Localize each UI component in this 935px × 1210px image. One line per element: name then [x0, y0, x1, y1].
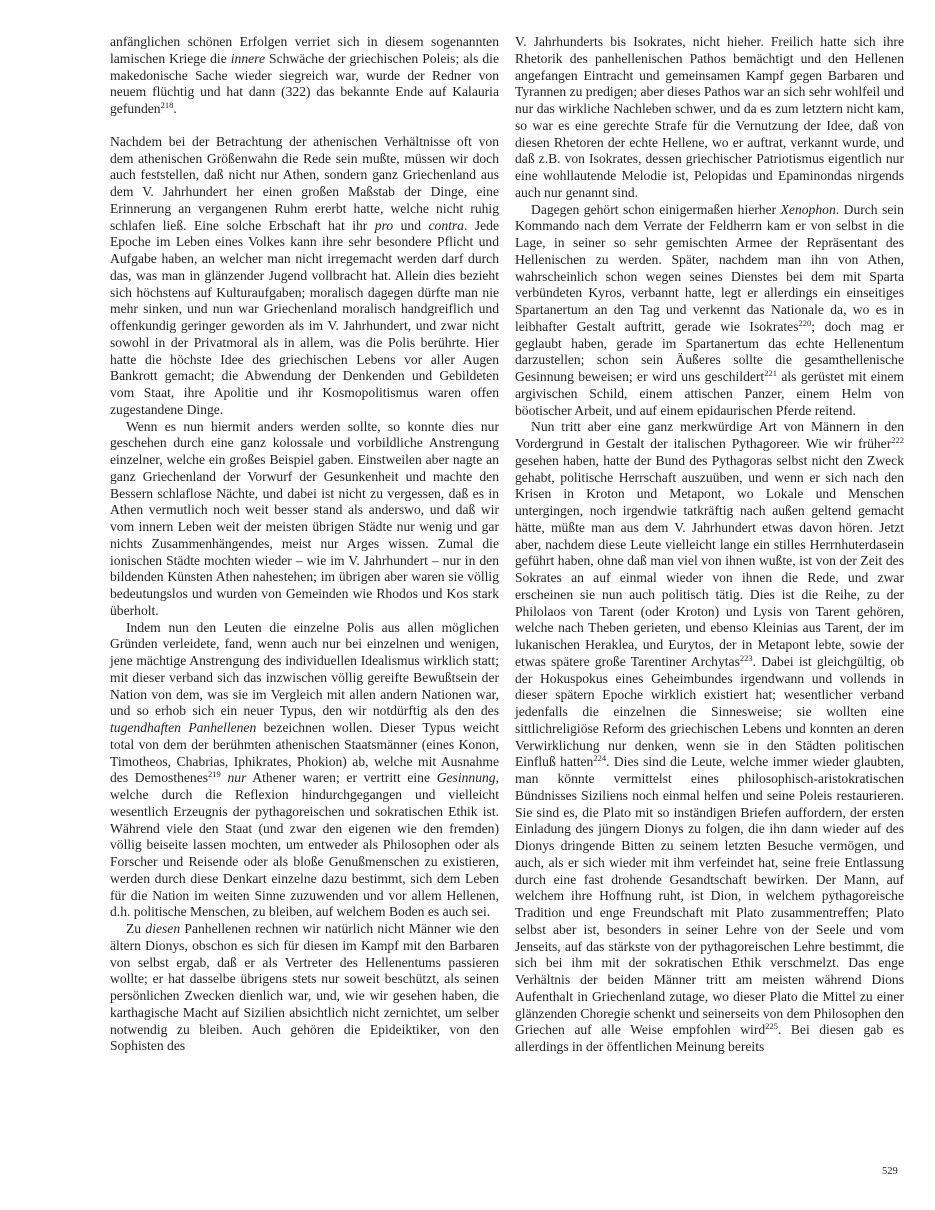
left-column [110, 34, 499, 1055]
footnote-ref: 221 [764, 368, 777, 378]
footnote-ref: 223 [739, 652, 753, 663]
paragraph: anfänglichen schönen Erfolgen verriet sich in diesem sogenannten lamischen Kriege die innere Schwäche der griechischen Poleis; als die makedonische Sache wieder siegreich war, wurde der Redner von neuem flüchtig und hat dann (322) das bekannte Ende auf Kalauria gefunden$^{218}$. [110, 34, 499, 116]
footnote-ref: 225 [765, 1021, 778, 1032]
paragraph: Wenn es nun hiermit anders werden sollte, so konnte dies nur geschehen durch eine ganz kolossale und vorbildliche Anstrengung einzelner, welche ein großes Beispiel gaben. Einstweilen aber nagte an ganz Griechenland der Vorwurf der Gesunkenheit und machte den Bessern schlaflose Nächte, und dabei ist nicht zu vergessen, daß es in Athen vermutlich noch weit besser stand als anderswo, und daß wir vom innern Leben weit der meisten übrigen Städte nur wenig und gar nichts Zusammenhängendes, meist nur Arges wissen. Zumal die ionischen Städte mochten wieder – wie im V. Jahrhundert – nur in den bildenden Künsten Athen nahestehen; im übrigen aber waren sie völlig bedeutungslos und wurden von Gemeinden wie Rhodos und Kos stark überholt. [110, 418, 499, 618]
footnote-ref: 222 [891, 435, 904, 445]
paragraph: Zu diesen Panhellenen rechnen wir natürlich nicht Männer wie den ältern Dionys, obschon es sich für diesen im Kampf mit den Barbaren von selbst ergab, daß er als Vertreter des Hellenentums passieren wollte; er hat dasselbe übrigens stets nur soweit beschützt, als seinen persönlichen Zwecken dienlich war, und, wie wir gesehen haben, die karthagische Macht auf Sizilien absichtlich nicht zernichtet, um selber notwendig zu bleiben. Auch gehören die Epideiktiker, von den Sophisten des [110, 921, 499, 1054]
paragraph: V. Jahrhunderts bis Isokrates, nicht hieher. Freilich hatte sich ihre Rhetorik des panhellenischen Pathos bemächtigt und den Hellenen angefangen Eintracht und gemeinsamen Kampf gegen Barbaren und Tyrannen zu predigen; aber dieses Pathos war an sich sehr wohlfeil und nur das wirkliche Nachleben schwer, und da es zum letztern nicht kam, so war es eine gerechte Strafe für die Vernutzung der Idee, daß von diesen Rhetoren der echte Hellene, wo er auftrat, verkannt wurde, und daß z.B. von Isokrates, dessen griechischer Patriotismus eigentlich nur eine wohllautende Melodie ist, Pelopidas und Epaminondas nirgends auch nur genannt sind. [515, 34, 904, 200]
right-column [515, 34, 904, 1056]
footnote-ref: 218 [160, 100, 174, 110]
paragraph: Indem nun den Leuten die einzelne Polis aus allen möglichen Gründen verleidete, fand, wenn auch nur bei einzelnen und wenigen, jene mächtige Anstrengung des individuellen Idealismus wirklich statt; mit dieser verband sich das inzwischen völlig gereifte Bewußtsein der Nation von dem, was sie im Vergleich mit allen andern Nationen war, und so erhob sich ein neuer Typus, den wir notdürftig als den des tugendhaften Panhellenen bezeichnen wollen. Dieser Typus weicht total von dem der berühmten athenischen Staatsmänner (eines Konon, Timotheos, Chabrias, Iphikrates, Phokion) ab, welche mit Ausnahme des Demosthenes$^{219}$ nur Athener waren; er vertritt eine Gesinnung, welche durch die Reflexion hindurchgegangen und vielleicht wesentlich Erzeugnis der pythagoreischen und sokratischen Ethik ist. Während viele den Staat (und zwar den eigenen wie den fremden) völlig beiseite lassen mochten, um entweder als Philosophen oder als Forscher und Reisende oder als bloße Genußmenschen zu existieren, werden durch diese Denkart einzelne dazu bestimmt, sich dem Leben für die Nation im weiten Sinne zuzuwenden und vor allem Hellenen, d.h. politische Menschen, zu bleiben, auf welchem Boden es auch sei. [110, 619, 499, 920]
footnote-ref: 219 [208, 769, 221, 780]
paragraph: Nun tritt aber eine ganz merkwürdige Art von Männern in den Vordergrund in Gestalt der italischen Pythagoreer. Wie wir früher$^{222}$ gesehen haben, hatte der Bund des Pythagoras selbst nicht den Zweck gehabt, politische Herrschaft auszuüben, und wenn er sich nach den Krisen in Kroton und Metapont, wo Lokale und Menschen untergingen, noch irgendwie tatkräftig nach außen geltend gemacht hätte, müßte man aus dem V. Jahrhundert etwas davon hören. Jetzt aber, nachdem diese Leute vielleicht lange ein stilles Herrnhuterdasein geführt haben, ohne daß man viel von ihnen wußte, ist von der Zeit des Sokrates an auf einmal wieder von ihnen die Rede, und zwar erscheinen sie nun auch politisch tätig. Dies ist die Reihe, zu der Philolaos von Tarent (oder Kroton) und Lysis von Tarent gehören, welche nach Theben gerieten, und ebenso Kleinias aus Tarent, der im lukanischen Heraklea, und Eurytos, der in Metapont lebte, sowie der etwas spätere große Tarentiner Archytas$^{223}$. Dabei ist gleichgültig, ob der Hokuspokus eines Geheimbundes irgendwann und vollends in dieser spätern Epoche wirklich existiert hat; wesentlicher verband jedenfalls die einzelnen die Sinnesweise; sie wollten eine sittlichreligiöse Reform des griechischen Lebens und konnten an deren Verwirklichung nur denken, wenn sie in den Städten politischen Einfluß hatten$^{224}$. Dies sind die Leute, welche immer wieder glaubten, man könnte vermittelst eines philosophisch-aristokratischen Bündnisses Siziliens noch einmal helfen und seine Poleis restaurieren. Sie sind es, die Plato mit so inständigen Briefen auffordern, der ersten Einladung des jüngern Dionys zu folgen, die ihn dann wieder auf des Dionys dringende Bitten zu seinem letzten Besuche vermögen, und auch, als er sich wieder mit ihm verfeindet hat, seine freie Entlassung durch eine fast drohende Gesandtschaft bewirken. Der Mann, auf welchem ihre Hoffnung ruht, ist Dion, in welchem pythagoreische Tradition und enge Freundschaft mit Plato zusammentreffen; Plato selbst aber ist, besonders in seiner Lehre von der Seele und vom Jenseits, auf das stärkste von der pythagoreischen Lehre bestimmt, die sich bei ihm mit der sokratischen Ethik verschmelzt. Das enge Verhältnis der beiden Männer tritt am meisten während Dions Aufenthalt in Griechenland zutage, wo dieser Plato die Mittel zu einer glänzenden Choregie schenkt und seinerseits von dem Philosophen den Griechen auf alle Weise empfohlen wird$^{225}$. Bei diesen gab es allerdings in der öffentlichen Meinung bereits [515, 419, 904, 1054]
footnote-ref: 224 [593, 753, 607, 764]
paragraph: Nachdem bei der Betrachtung der athenischen Verhältnisse oft von dem athenischen Größenwahn die Rede sein mußte, müssen wir doch auch feststellen, daß nicht nur Athen, sondern ganz Griechenland aus dem V. Jahrhundert her einen großen Maßstab der Dinge, eine Erinnerung an vergangenen Ruhm ererbt hatte, welche nicht ruhig schlafen ließ. Eine solche Erbschaft hat ihr pro und contra. Jede Epoche im Leben eines Volkes kann ihre sehr besondere Pflicht und Aufgabe haben, an welcher man nicht irregemacht werden darf durch das, was man in glänzender Jugend vollbracht hat. Allein dies bezieht sich höchstens auf Kulturaufgaben; moralisch dagegen dürfte man nie mehr sinken, und nun war Griechenland moralisch handgreiflich und offenkundig geringer geworden als im V. Jahrhundert, und zwar nicht sowohl in der Privatmoral als in allem, was die Polis berührte. Hier hatte die höchste Idee des griechischen Lebens vor aller Augen Bankrott gemacht; die Abwendung der Denkenden und Gebildeten vom Staat, ihre Apolitie und ihr Kosmopolitismus waren offen zugestandene Dinge. [110, 133, 500, 417]
footnote-ref: 220 [798, 317, 812, 328]
page-number: 529 [882, 1166, 898, 1177]
paragraph: Dagegen gehört schon einigermaßen hierher Xenophon. Durch sein Kommando nach dem Verrate der Feldherrn kam er von selbst in die Lage, in seiner so sehr gemischten Armee der Repräsentant des Hellenischen zu werden. Später, nachdem man ihn von Athen, wahrscheinlich schon wegen seines Dienstes bei dem mit Sparta verbündeten Kyros, verbannt hatte, legt er allerdings ein einseitiges Spartanertum an den Tag und verkennt das Nationale da, wo es in leibhafter Gestalt auftritt, gerade wie Isokrates$^{220}$; doch mag er geglaubt haben, gerade im Spartanertum das echte Hellenentum darzustellen; schon sein Äußeres sollte die gesamthellenische Gesinnung beweisen; er wird uns geschildert$^{221}$ als gerüstet mit einem argivischen Schild, einem attischen Panzer, einem Helm von böotischer Arbeit, und auf einem epidaurischen Pferde reitend. [515, 201, 905, 418]
